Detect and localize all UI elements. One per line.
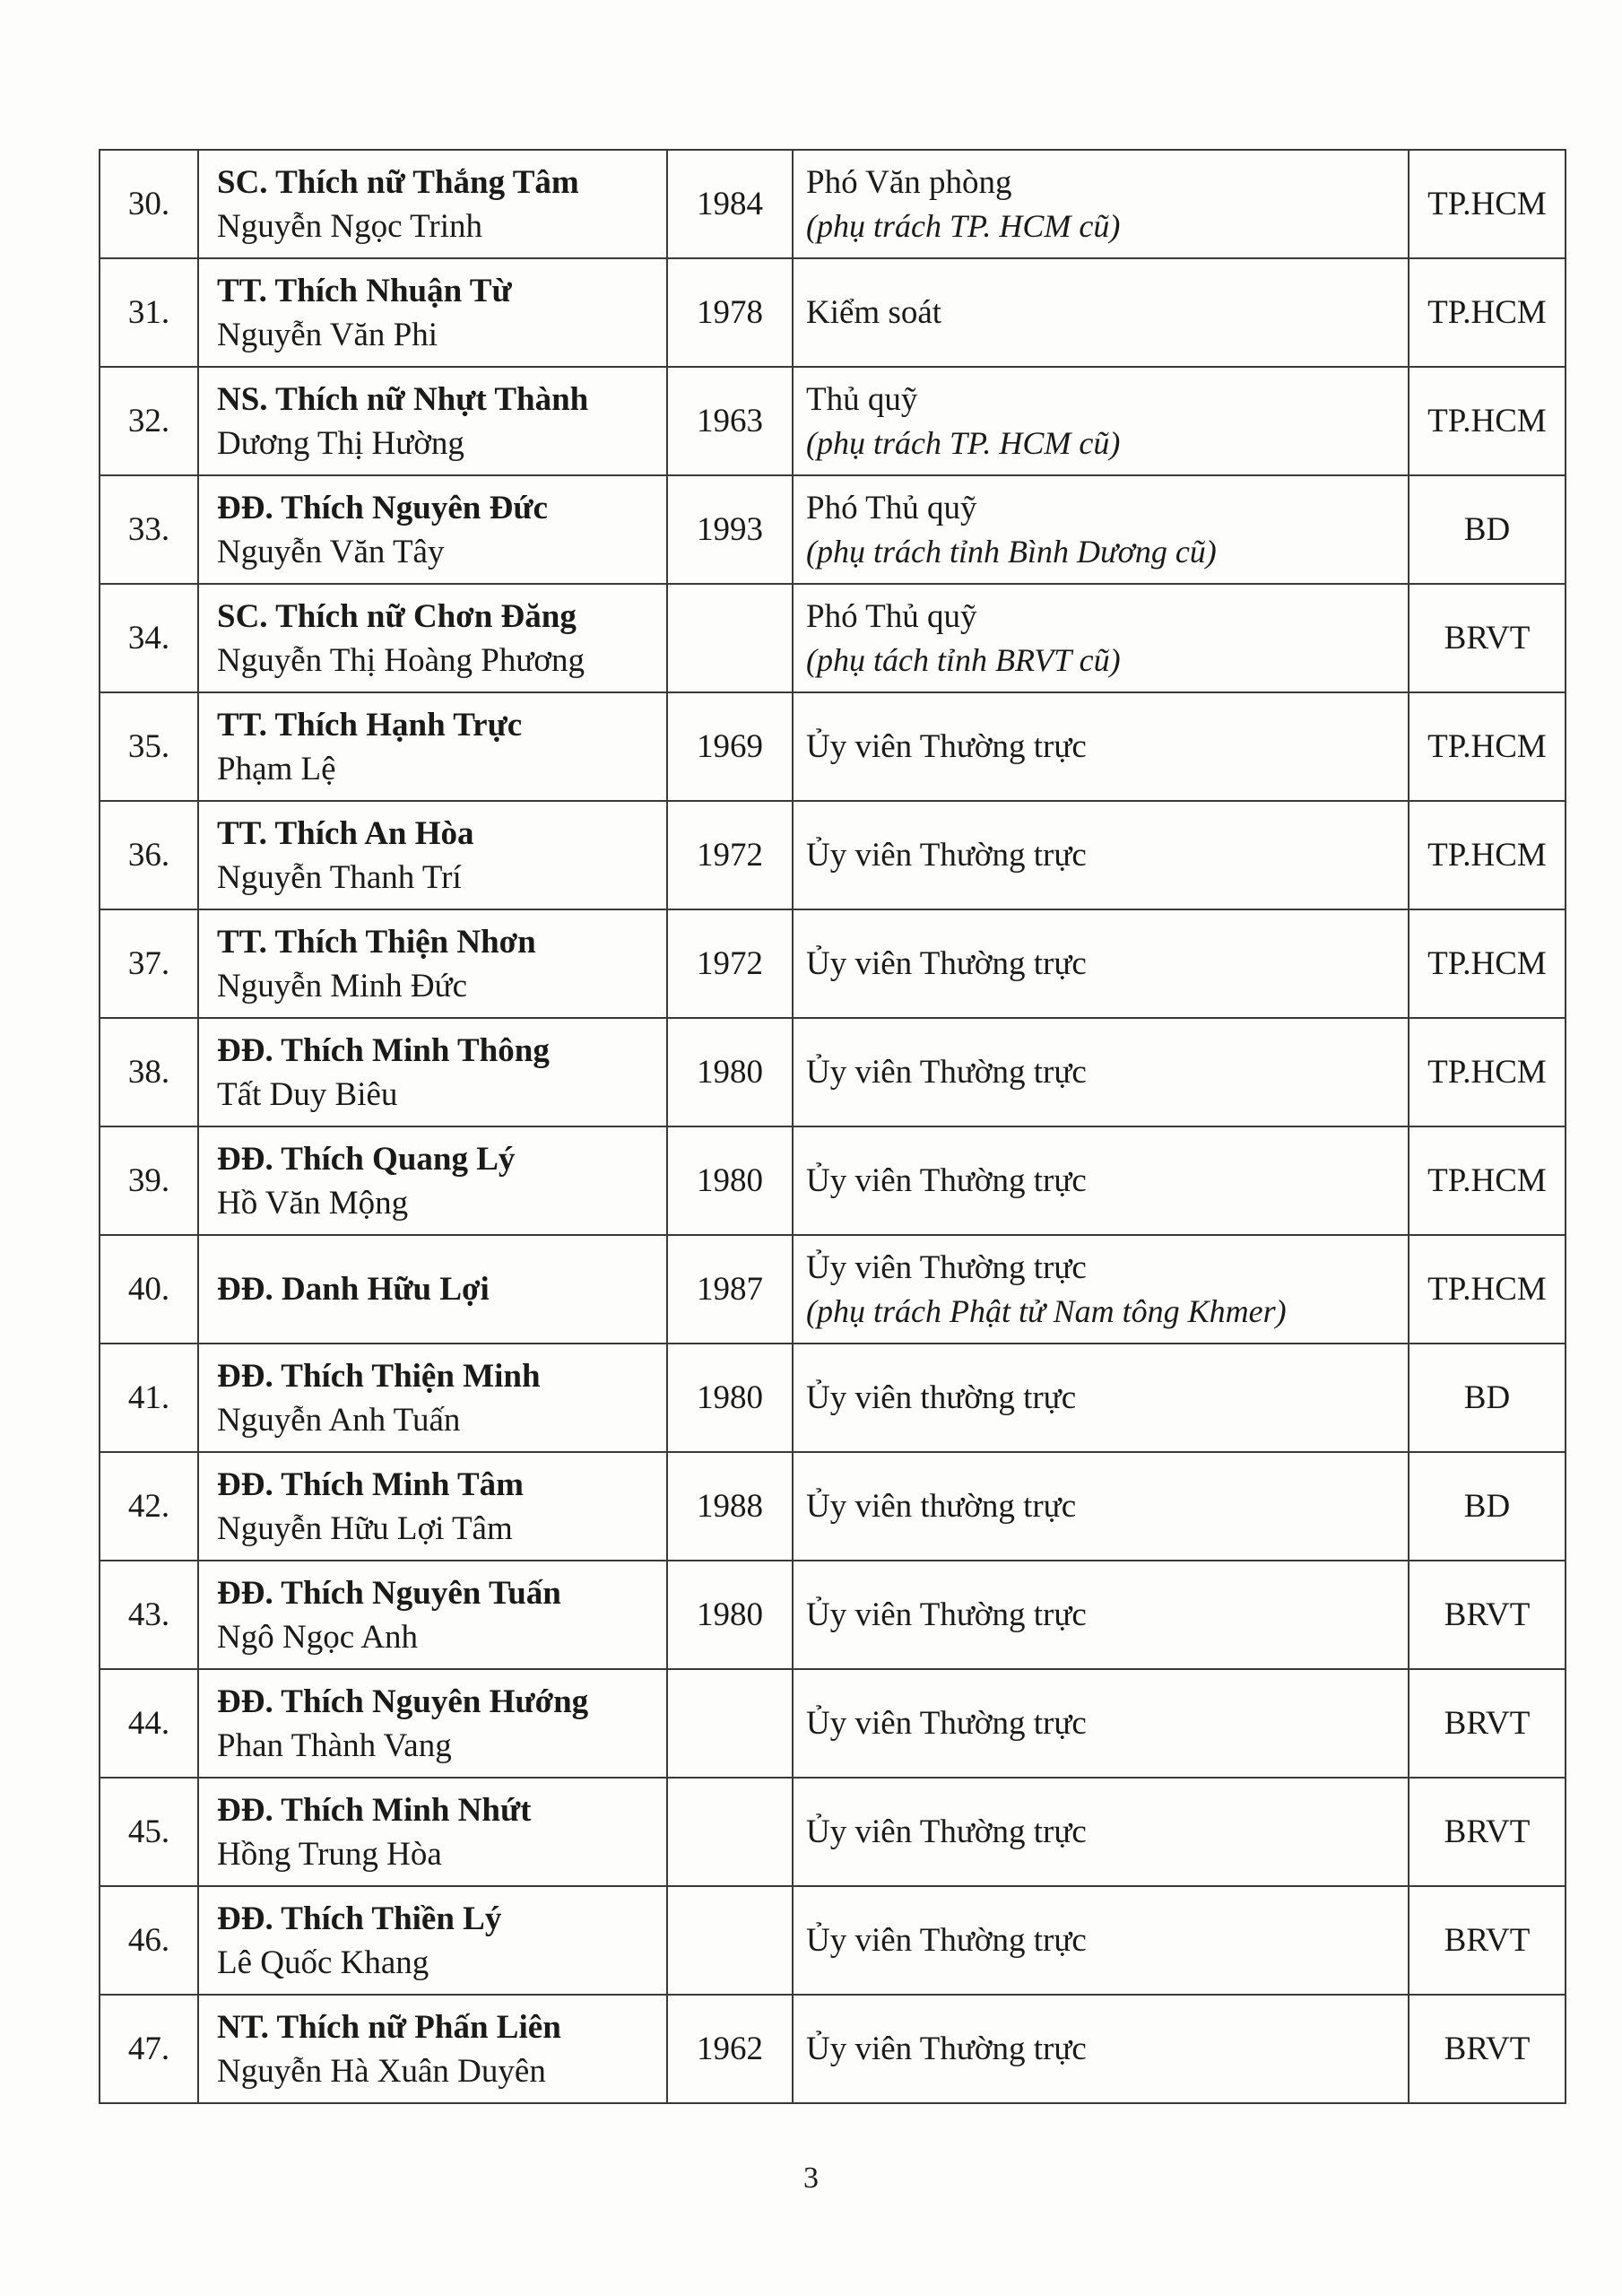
birth-year: 1980 (667, 1126, 793, 1235)
dharma-name: ĐĐ. Thích Nguyên Hướng (217, 1683, 589, 1720)
dharma-name: ĐĐ. Thích Thiện Minh (217, 1357, 541, 1395)
dharma-name: NS. Thích nữ Nhựt Thành (217, 380, 589, 418)
position-title: Ủy viên Thường trực (806, 728, 1087, 765)
member-name-cell (198, 692, 667, 801)
dharma-name: ĐĐ. Thích Nguyên Đức (217, 489, 548, 526)
lay-name: Nguyễn Hữu Lợi Tâm (217, 1509, 513, 1547)
position-title: Ủy viên Thường trực (806, 1248, 1087, 1286)
lay-name: Phan Thành Vang (217, 1726, 452, 1764)
lay-name: Ngô Ngọc Anh (217, 1618, 419, 1656)
row-number: 43. (100, 1561, 198, 1669)
table-row (100, 475, 1566, 584)
province: TP.HCM (1409, 1126, 1566, 1235)
lay-name: Lê Quốc Khang (217, 1944, 429, 1981)
row-number: 39. (100, 1126, 198, 1235)
dharma-name: SC. Thích nữ Thắng Tâm (217, 163, 579, 201)
member-name-cell (198, 1669, 667, 1778)
birth-year: 1993 (667, 475, 793, 584)
position-note: (phụ trách Phật tử Nam tông Khmer) (806, 1292, 1287, 1329)
dharma-name: ĐĐ. Thích Minh Tâm (217, 1465, 524, 1503)
birth-year: 1969 (667, 692, 793, 801)
birth-year: 1980 (667, 1018, 793, 1126)
member-name-cell (198, 258, 667, 367)
dharma-name: SC. Thích nữ Chơn Đăng (217, 597, 577, 635)
lay-name: Nguyễn Anh Tuấn (217, 1401, 461, 1439)
row-number: 40. (100, 1235, 198, 1344)
position-title: Ủy viên Thường trực (806, 837, 1087, 874)
row-number: 32. (100, 367, 198, 475)
position-note: (phụ trách tỉnh Bình Dương cũ) (806, 533, 1217, 570)
row-number: 42. (100, 1452, 198, 1561)
table-row (100, 258, 1566, 367)
birth-year: 1980 (667, 1344, 793, 1452)
lay-name: Tất Duy Biêu (217, 1075, 398, 1113)
position-title: Ủy viên Thường trực (806, 945, 1087, 982)
dharma-name: TT. Thích An Hòa (217, 814, 474, 852)
member-name-cell (198, 1018, 667, 1126)
position-title: Ủy viên Thường trực (806, 1596, 1087, 1633)
province: TP.HCM (1409, 692, 1566, 801)
position-cell (793, 1995, 1409, 2103)
page-number: 3 (803, 2161, 819, 2195)
dharma-name: ĐĐ. Thích Minh Thông (217, 1031, 550, 1069)
row-number: 34. (100, 584, 198, 692)
province: TP.HCM (1409, 367, 1566, 475)
position-cell (793, 584, 1409, 692)
table-row (100, 1344, 1566, 1452)
row-number: 33. (100, 475, 198, 584)
member-name-cell (198, 1344, 667, 1452)
province: TP.HCM (1409, 909, 1566, 1018)
position-title: Phó Thủ quỹ (806, 489, 977, 526)
members-table-body (100, 150, 1566, 2103)
position-cell (793, 1669, 1409, 1778)
lay-name: Nguyễn Thị Hoàng Phương (217, 641, 585, 679)
row-number: 31. (100, 258, 198, 367)
dharma-name: ĐĐ. Danh Hữu Lợi (217, 1271, 490, 1308)
member-name-cell (198, 584, 667, 692)
position-cell (793, 1886, 1409, 1995)
row-number: 44. (100, 1669, 198, 1778)
province: TP.HCM (1409, 801, 1566, 909)
birth-year (667, 1669, 793, 1778)
position-title: Ủy viên Thường trực (806, 1162, 1087, 1199)
position-note: (phụ trách TP. HCM cũ) (806, 207, 1121, 244)
position-title: Kiểm soát (806, 294, 942, 331)
dharma-name: NT. Thích nữ Phấn Liên (217, 2008, 561, 2046)
table-row (100, 1235, 1566, 1344)
table-row (100, 150, 1566, 258)
province: BRVT (1409, 1561, 1566, 1669)
dharma-name: ĐĐ. Thích Nguyên Tuấn (217, 1574, 561, 1612)
birth-year: 1980 (667, 1561, 793, 1669)
member-name-cell (198, 150, 667, 258)
position-title: Ủy viên thường trực (806, 1379, 1077, 1416)
birth-year: 1963 (667, 367, 793, 475)
member-name-cell (198, 1235, 667, 1344)
position-cell (793, 909, 1409, 1018)
table-row (100, 1886, 1566, 1995)
lay-name: Phạm Lệ (217, 750, 336, 787)
member-name-cell (198, 1126, 667, 1235)
province: BRVT (1409, 584, 1566, 692)
position-title: Ủy viên Thường trực (806, 1705, 1087, 1742)
row-number: 36. (100, 801, 198, 909)
members-table (99, 149, 1566, 2104)
birth-year: 1978 (667, 258, 793, 367)
province: TP.HCM (1409, 1235, 1566, 1344)
row-number: 38. (100, 1018, 198, 1126)
birth-year: 1988 (667, 1452, 793, 1561)
position-title: Thủ quỹ (806, 380, 918, 418)
position-cell (793, 1561, 1409, 1669)
position-cell (793, 692, 1409, 801)
position-cell (793, 801, 1409, 909)
province: BRVT (1409, 1995, 1566, 2103)
position-note: (phụ trách TP. HCM cũ) (806, 424, 1121, 461)
province: BD (1409, 475, 1566, 584)
member-name-cell (198, 1778, 667, 1886)
dharma-name: TT. Thích Thiện Nhơn (217, 923, 536, 961)
table-row (100, 1018, 1566, 1126)
row-number: 41. (100, 1344, 198, 1452)
position-cell (793, 475, 1409, 584)
lay-name: Dương Thị Hường (217, 424, 464, 462)
birth-year: 1972 (667, 801, 793, 909)
dharma-name: ĐĐ. Thích Thiền Lý (217, 1900, 502, 1937)
member-name-cell (198, 1886, 667, 1995)
position-cell (793, 258, 1409, 367)
row-number: 45. (100, 1778, 198, 1886)
position-cell (793, 1778, 1409, 1886)
member-name-cell (198, 367, 667, 475)
province: BRVT (1409, 1778, 1566, 1886)
dharma-name: ĐĐ. Thích Quang Lý (217, 1140, 516, 1178)
position-title: Phó Thủ quỹ (806, 597, 977, 635)
province: BRVT (1409, 1886, 1566, 1995)
lay-name: Nguyễn Hà Xuân Duyên (217, 2052, 546, 2090)
member-name-cell (198, 1995, 667, 2103)
birth-year (667, 584, 793, 692)
birth-year (667, 1886, 793, 1995)
table-row (100, 1778, 1566, 1886)
position-title: Ủy viên Thường trực (806, 2031, 1087, 2067)
table-row (100, 584, 1566, 692)
table-row (100, 909, 1566, 1018)
province: BD (1409, 1452, 1566, 1561)
province: BD (1409, 1344, 1566, 1452)
position-cell (793, 1126, 1409, 1235)
lay-name: Nguyễn Văn Phi (217, 316, 438, 353)
table-row (100, 1452, 1566, 1561)
member-name-cell (198, 801, 667, 909)
birth-year: 1984 (667, 150, 793, 258)
table-row (100, 1126, 1566, 1235)
lay-name: Nguyễn Thanh Trí (217, 858, 462, 896)
member-name-cell (198, 475, 667, 584)
dharma-name: TT. Thích Hạnh Trực (217, 706, 523, 744)
dharma-name: TT. Thích Nhuận Từ (217, 272, 512, 309)
position-title: Ủy viên thường trực (806, 1488, 1077, 1525)
row-number: 37. (100, 909, 198, 1018)
lay-name: Hồng Trung Hòa (217, 1835, 442, 1873)
province: TP.HCM (1409, 1018, 1566, 1126)
table-row (100, 692, 1566, 801)
position-cell (793, 367, 1409, 475)
position-cell (793, 1452, 1409, 1561)
birth-year (667, 1778, 793, 1886)
position-cell (793, 1344, 1409, 1452)
position-title: Ủy viên Thường trực (806, 1922, 1087, 1959)
position-cell (793, 1235, 1409, 1344)
row-number: 30. (100, 150, 198, 258)
table-row (100, 367, 1566, 475)
lay-name: Nguyễn Minh Đức (217, 967, 468, 1004)
table-row (100, 801, 1566, 909)
row-number: 35. (100, 692, 198, 801)
province: TP.HCM (1409, 150, 1566, 258)
province: TP.HCM (1409, 258, 1566, 367)
position-title: Ủy viên Thường trực (806, 1054, 1087, 1091)
table-row (100, 1561, 1566, 1669)
position-cell (793, 1018, 1409, 1126)
member-name-cell (198, 909, 667, 1018)
province: BRVT (1409, 1669, 1566, 1778)
lay-name: Nguyễn Văn Tây (217, 533, 445, 570)
row-number: 46. (100, 1886, 198, 1995)
row-number: 47. (100, 1995, 198, 2103)
table-row (100, 1995, 1566, 2103)
position-title: Phó Văn phòng (806, 163, 1012, 201)
position-title: Ủy viên Thường trực (806, 1813, 1087, 1850)
table-row (100, 1669, 1566, 1778)
lay-name: Hồ Văn Mộng (217, 1184, 409, 1222)
dharma-name: ĐĐ. Thích Minh Nhứt (217, 1791, 532, 1829)
birth-year: 1972 (667, 909, 793, 1018)
birth-year: 1962 (667, 1995, 793, 2103)
birth-year: 1987 (667, 1235, 793, 1344)
lay-name: Nguyễn Ngọc Trinh (217, 207, 483, 245)
member-name-cell (198, 1561, 667, 1669)
position-note: (phụ tách tỉnh BRVT cũ) (806, 641, 1121, 678)
position-cell (793, 150, 1409, 258)
member-name-cell (198, 1452, 667, 1561)
